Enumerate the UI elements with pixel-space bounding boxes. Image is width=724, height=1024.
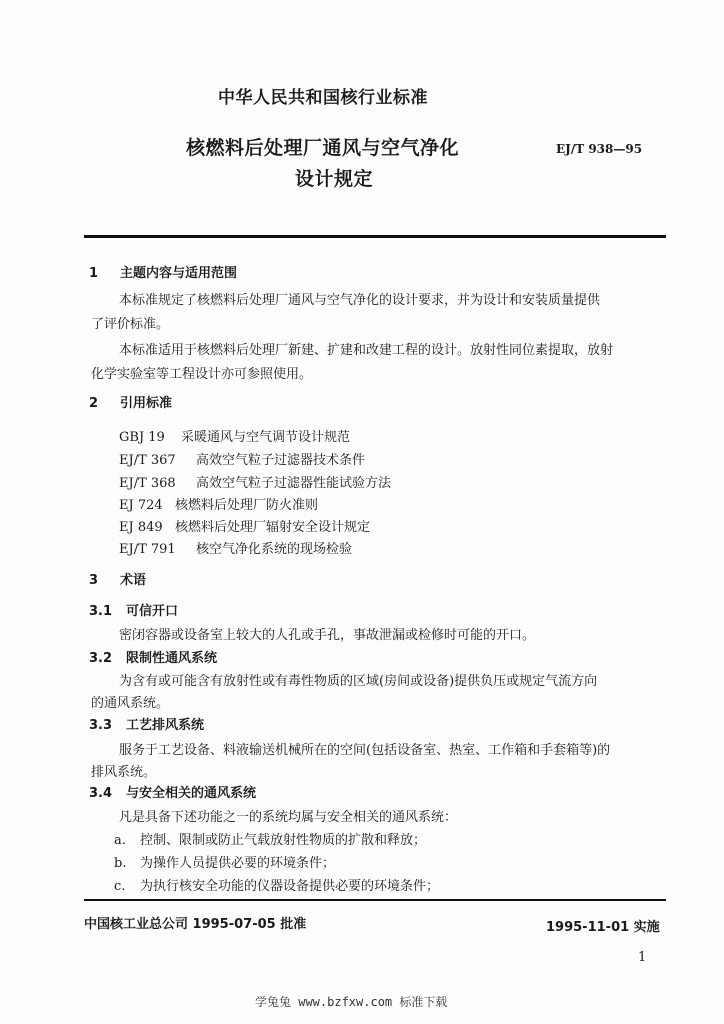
term-number: 3.2 <box>89 651 113 666</box>
s1-paragraph2-line2: 化学实验室等工程设计亦可参照使用。 <box>91 367 313 382</box>
term-3-1-definition: 密闭容器或设备室上较大的人孔或手孔，事故泄漏或检修时可能的开口。 <box>119 628 536 643</box>
site-watermark: 学兔兔 www.bzfxw.com 标准下载 <box>255 995 448 1009</box>
standard-code: EJ/T 938—95 <box>556 142 643 156</box>
term-3-1-heading <box>89 600 178 619</box>
reference-code: EJ/T 791 <box>119 542 176 557</box>
s1-paragraph2-line1: 本标准适用于核燃料后处理厂新建、扩建和改建工程的设计。放射性同位素提取，放射 <box>119 343 614 358</box>
term-3-3-definition-line1: 服务于工艺设备、料液输送机械所在的空间(包括设备室、热室、工作箱和手套箱等)的 <box>119 743 611 758</box>
section-2-heading <box>89 392 172 411</box>
list-item <box>114 875 439 894</box>
section-3-heading <box>89 569 146 588</box>
reference-code: EJ 724 <box>119 498 163 513</box>
page-number: 1 <box>638 950 647 965</box>
term-3-2-definition-line1: 为含有或可能含有放射性或有毒性物质的区域(房间或设备)提供负压或规定气流方向 <box>119 674 598 689</box>
section-title: 主题内容与适用范围 <box>120 266 238 281</box>
effective-date: 1995-11-01 实施 <box>546 920 660 935</box>
section-1-heading <box>89 262 237 281</box>
footer-rule <box>84 899 666 901</box>
term-number: 3.4 <box>89 786 113 801</box>
reference-item <box>119 472 391 491</box>
term-title: 工艺排风系统 <box>126 718 205 733</box>
s1-paragraph1-line2: 了评价标准。 <box>91 317 170 332</box>
term-number: 3.1 <box>89 604 113 619</box>
list-text: 为执行核安全功能的仪器设备提供必要的环境条件； <box>140 879 440 894</box>
list-text: 控制、限制或防止气载放射性物质的扩散和释放； <box>140 833 427 848</box>
section-title: 术语 <box>120 573 147 588</box>
section-title: 引用标准 <box>120 396 173 411</box>
reference-code: EJ/T 367 <box>119 453 176 468</box>
reference-title: 核燃料后处理厂防火准则 <box>175 498 319 513</box>
term-3-2-heading <box>89 647 217 666</box>
header-rule <box>84 235 666 238</box>
term-number: 3.3 <box>89 718 113 733</box>
reference-item <box>119 449 365 468</box>
section-number: 1 <box>89 266 99 281</box>
term-title: 与安全相关的通风系统 <box>126 786 257 801</box>
s1-paragraph1-line1: 本标准规定了核燃料后处理厂通风与空气净化的设计要求，并为设计和安装质量提供 <box>119 293 601 308</box>
document-title-line1: 核燃料后处理厂通风与空气净化 <box>186 137 460 159</box>
list-marker: b. <box>114 856 127 871</box>
reference-item <box>119 494 318 513</box>
reference-title: 核燃料后处理厂辐射安全设计规定 <box>175 520 371 535</box>
term-3-3-heading <box>89 714 204 733</box>
approval-line: 中国核工业总公司 1995-07-05 批准 <box>84 917 307 932</box>
list-marker: a. <box>114 833 126 848</box>
reference-item <box>119 538 352 557</box>
reference-title: 核空气净化系统的现场检验 <box>196 542 353 557</box>
list-item <box>114 852 335 871</box>
reference-title: 采暖通风与空气调节设计规范 <box>181 430 351 445</box>
reference-title: 高效空气粒子过滤器技术条件 <box>196 453 366 468</box>
section-number: 2 <box>89 396 99 411</box>
term-3-4-heading <box>89 782 256 801</box>
reference-code: EJ 849 <box>119 520 163 535</box>
reference-code: GBJ 19 <box>119 430 165 445</box>
term-title: 限制性通风系统 <box>126 651 218 666</box>
reference-item <box>119 426 350 445</box>
term-title: 可信开口 <box>126 604 179 619</box>
reference-code: EJ/T 368 <box>119 476 176 491</box>
term-3-3-definition-line2: 排风系统。 <box>91 765 157 780</box>
list-marker: c. <box>114 879 126 894</box>
section-number: 3 <box>89 573 99 588</box>
term-3-2-definition-line2: 的通风系统。 <box>91 696 170 711</box>
reference-item <box>119 516 370 535</box>
list-text: 为操作人员提供必要的环境条件； <box>140 856 336 871</box>
term-3-4-intro: 凡是具备下述功能之一的系统均属与安全相关的通风系统： <box>119 810 458 825</box>
reference-title: 高效空气粒子过滤器性能试验方法 <box>196 476 392 491</box>
list-item <box>114 829 426 848</box>
document-title-line2: 设计规定 <box>295 168 374 190</box>
industry-standard-heading: 中华人民共和国核行业标准 <box>218 88 428 108</box>
